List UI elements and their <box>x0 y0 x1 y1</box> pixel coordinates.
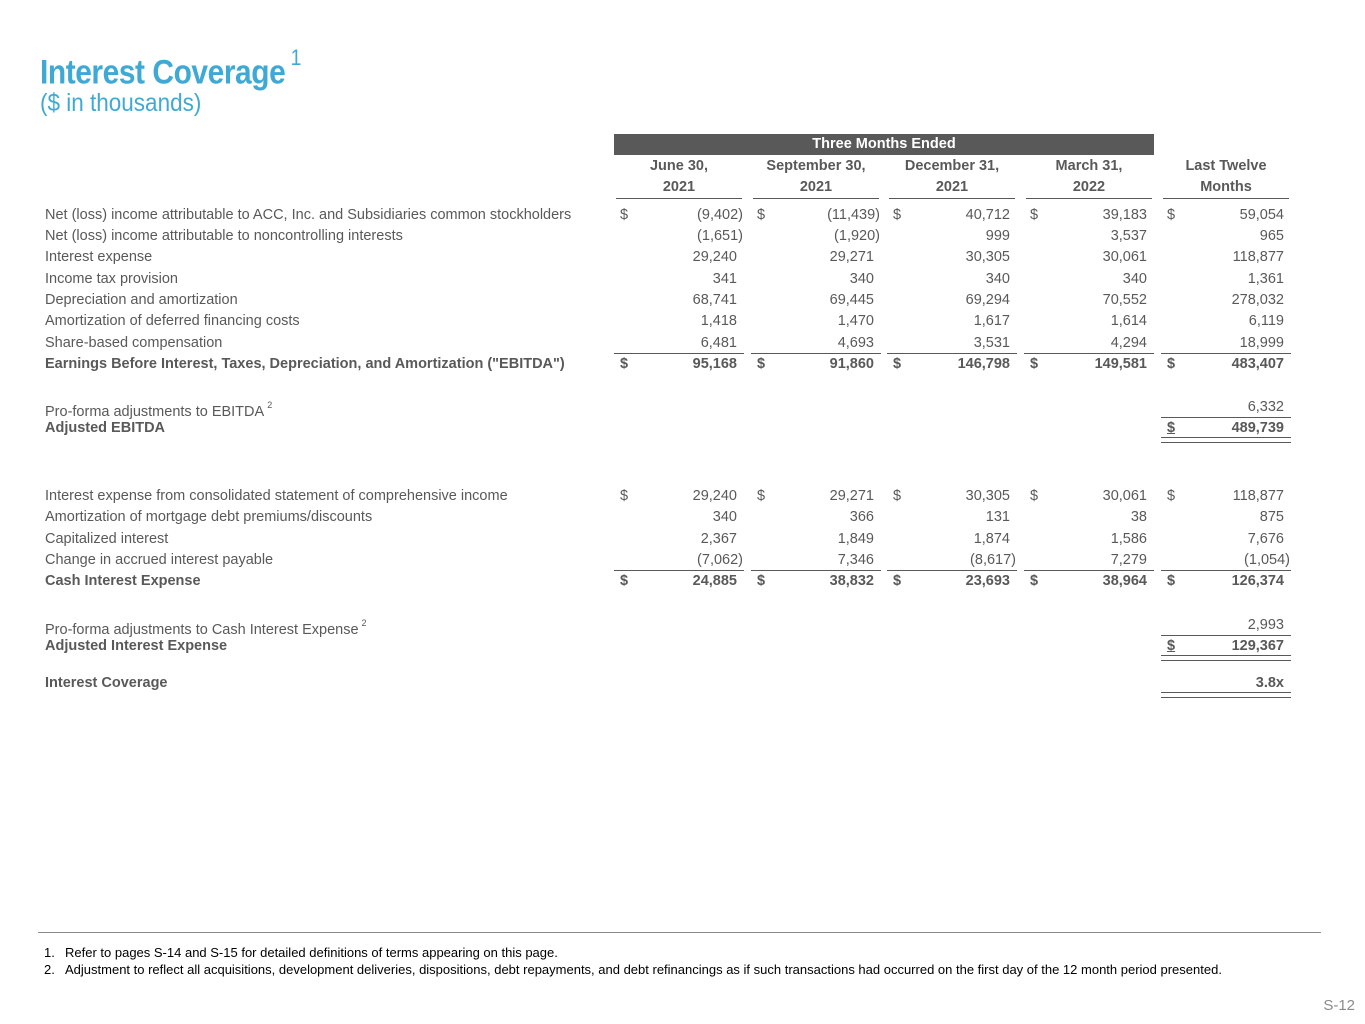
table-cell <box>1161 311 1291 332</box>
row-label: Change in accrued interest payable <box>45 552 274 568</box>
cell-value: 340 <box>985 271 1010 287</box>
table-row <box>0 205 1365 226</box>
row-label: Net (loss) income attributable to noncontrolling interests <box>45 228 403 244</box>
currency-symbol: $ <box>1030 356 1039 372</box>
row-label: Amortization of deferred financing costs <box>45 313 300 329</box>
table-cell <box>1161 550 1291 571</box>
currency-symbol: $ <box>620 356 629 372</box>
row-label: Pro-forma adjustments to Cash Interest Expense $^2$ <box>45 618 367 638</box>
title-footnote-ref: 1 <box>290 45 301 70</box>
cell-value: 340 <box>1122 271 1147 287</box>
row-label: Depreciation and amortization <box>45 292 238 308</box>
table-row <box>0 615 1365 636</box>
table-cell <box>614 311 744 332</box>
currency-symbol: $ <box>757 207 766 223</box>
currency-symbol: $ <box>620 573 629 589</box>
table-cell <box>614 247 744 268</box>
cell-value: 6,481 <box>700 335 737 351</box>
table-row <box>0 529 1365 550</box>
total-double-rule <box>1161 692 1291 698</box>
table-cell <box>751 290 881 311</box>
cell-value: 129,367 <box>1231 638 1284 654</box>
column-header-5: Last Twelve Months <box>1163 156 1289 199</box>
table-row <box>0 571 1365 592</box>
table-cell <box>1161 247 1291 268</box>
table-cell <box>1161 354 1291 375</box>
cell-value: 59,054 <box>1239 207 1284 223</box>
cell-value: 40,712 <box>965 207 1010 223</box>
cell-value: 1,617 <box>973 313 1010 329</box>
cell-value: 6,332 <box>1247 399 1284 415</box>
cell-value: 6,119 <box>1248 313 1284 329</box>
subtotal-rule <box>1161 353 1291 354</box>
table-cell <box>751 486 881 507</box>
row-label: Interest Coverage <box>45 675 168 691</box>
table-cell <box>614 205 744 226</box>
table-cell <box>887 269 1017 290</box>
cell-value: 489,739 <box>1231 420 1284 436</box>
currency-symbol: $ <box>757 356 766 372</box>
table-row <box>0 290 1365 311</box>
table-cell <box>614 290 744 311</box>
cell-value: 68,741 <box>692 292 737 308</box>
cell-value: 7,676 <box>1247 531 1284 547</box>
column-header-1: June 30, 2021 <box>616 156 742 199</box>
currency-symbol: $ <box>1167 420 1176 436</box>
row-label: Adjusted Interest Expense <box>45 638 228 654</box>
table-row <box>0 418 1365 439</box>
table-cell <box>751 354 881 375</box>
cell-value: 340 <box>849 271 874 287</box>
subtotal-rule <box>614 353 744 354</box>
currency-symbol: $ <box>1030 573 1039 589</box>
table-cell <box>887 205 1017 226</box>
table-cell <box>887 529 1017 550</box>
cell-value: 341 <box>712 271 737 287</box>
cell-value: 4,693 <box>837 335 874 351</box>
table-cell <box>1161 636 1291 657</box>
table-cell <box>751 269 881 290</box>
cell-value: 1,849 <box>837 531 874 547</box>
currency-symbol: $ <box>757 488 766 504</box>
table-cell <box>1024 354 1154 375</box>
table-cell <box>751 247 881 268</box>
table-cell <box>1024 529 1154 550</box>
table-cell <box>751 205 881 226</box>
cell-value: 1,586 <box>1110 531 1147 547</box>
currency-symbol: $ <box>1167 638 1176 654</box>
row-label: Earnings Before Interest, Taxes, Depreciation, and Amortization ("EBITDA") <box>45 356 565 372</box>
cell-value: 95,168 <box>692 356 737 372</box>
cell-value: 3,531 <box>973 335 1010 351</box>
cell-value: 1,614 <box>1110 313 1147 329</box>
cell-value: 149,581 <box>1094 356 1147 372</box>
table-cell <box>1161 418 1291 439</box>
table-cell <box>614 507 744 528</box>
cell-value: 875 <box>1259 509 1284 525</box>
table-row <box>0 247 1365 268</box>
table-row <box>0 311 1365 332</box>
cell-value: 24,885 <box>692 573 737 589</box>
cell-value: 30,305 <box>965 488 1010 504</box>
cell-value: 29,240 <box>692 249 737 265</box>
row-label: Adjusted EBITDA <box>45 420 166 436</box>
table-cell <box>614 550 744 571</box>
currency-symbol: $ <box>620 488 629 504</box>
cell-value: 30,061 <box>1102 488 1147 504</box>
row-label: Amortization of mortgage debt premiums/discounts <box>45 509 373 525</box>
row-label: Pro-forma adjustments to EBITDA $^2$ <box>45 400 273 420</box>
footnotes <box>44 944 1309 978</box>
cell-value: 38 <box>1130 509 1147 525</box>
subtotal-rule <box>1161 417 1291 418</box>
cell-value: 69,294 <box>965 292 1010 308</box>
table-cell <box>887 311 1017 332</box>
table-row <box>0 673 1365 694</box>
table-cell <box>887 226 1017 247</box>
row-label: Net (loss) income attributable to ACC, Inc. and Subsidiaries common stockholders <box>45 207 572 223</box>
currency-symbol: $ <box>893 356 902 372</box>
currency-symbol: $ <box>893 573 902 589</box>
subtotal-rule <box>1161 635 1291 636</box>
subtotal-rule <box>1024 570 1154 571</box>
table-cell <box>751 529 881 550</box>
currency-symbol: $ <box>1167 356 1176 372</box>
cell-value: 1,470 <box>837 313 874 329</box>
footnote-2: 2. Adjustment to reflect all acquisitions, development deliveries, dispositions, debt repayments, and debt refinancings as if such transactions had occurred on the first day of the 12 month period presented. <box>44 962 1222 977</box>
table-cell <box>1024 486 1154 507</box>
table-cell <box>1024 205 1154 226</box>
row-label: Capitalized interest <box>45 531 169 547</box>
table-cell <box>1161 571 1291 592</box>
subtotal-rule <box>751 570 881 571</box>
cell-value: 366 <box>849 509 874 525</box>
cell-value: 7,346 <box>837 552 874 568</box>
table-row <box>0 636 1365 657</box>
table-cell <box>614 269 744 290</box>
cell-value: 29,240 <box>692 488 737 504</box>
cell-value: (1,651) <box>697 228 743 244</box>
table-row <box>0 397 1365 418</box>
table-cell <box>1024 333 1154 354</box>
table-cell <box>1024 311 1154 332</box>
cell-value: (9,402) <box>697 207 743 223</box>
table-cell <box>887 571 1017 592</box>
table-cell <box>1024 507 1154 528</box>
table-cell <box>887 354 1017 375</box>
three-months-ended-header: Three Months Ended <box>614 134 1154 155</box>
currency-symbol: $ <box>757 573 766 589</box>
table-cell <box>1161 205 1291 226</box>
cell-value: (8,617) <box>970 552 1016 568</box>
table-cell <box>887 507 1017 528</box>
table-cell <box>614 486 744 507</box>
cell-value: 23,693 <box>965 573 1010 589</box>
table-cell <box>1024 226 1154 247</box>
table-cell <box>751 507 881 528</box>
cell-value: 1,874 <box>973 531 1010 547</box>
table-cell <box>1161 290 1291 311</box>
table-cell <box>887 550 1017 571</box>
cell-value: 118,877 <box>1232 488 1284 504</box>
table-row <box>0 507 1365 528</box>
table-row <box>0 333 1365 354</box>
cell-value: 39,183 <box>1102 207 1147 223</box>
cell-value: 38,964 <box>1102 573 1147 589</box>
table-row <box>0 226 1365 247</box>
table-cell <box>614 529 744 550</box>
cell-value: 1,361 <box>1247 271 1284 287</box>
table-cell <box>1161 486 1291 507</box>
row-label: Share-based compensation <box>45 335 223 351</box>
table-cell <box>751 226 881 247</box>
subtotal-rule <box>751 353 881 354</box>
table-row <box>0 486 1365 507</box>
cell-value: (1,054) <box>1244 552 1290 568</box>
total-double-rule <box>1161 437 1291 443</box>
row-label: Interest expense <box>45 249 153 265</box>
table-row <box>0 269 1365 290</box>
row-label: Cash Interest Expense <box>45 573 201 589</box>
cell-value: 70,552 <box>1102 292 1147 308</box>
cell-value: 4,294 <box>1110 335 1147 351</box>
cell-value: 3.8x <box>1255 675 1284 691</box>
table-cell <box>751 550 881 571</box>
table-cell <box>614 354 744 375</box>
table-cell <box>1161 529 1291 550</box>
table-cell <box>614 333 744 354</box>
total-double-rule <box>1161 655 1291 661</box>
table-cell <box>1024 571 1154 592</box>
subtotal-rule <box>887 570 1017 571</box>
cell-value: 7,279 <box>1110 552 1147 568</box>
column-header-4: March 31, 2022 <box>1026 156 1152 199</box>
table-cell <box>1161 397 1291 418</box>
currency-symbol: $ <box>1167 573 1176 589</box>
cell-value: 483,407 <box>1231 356 1284 372</box>
subtotal-rule <box>614 570 744 571</box>
cell-value: (7,062) <box>697 552 743 568</box>
cell-value: 2,367 <box>700 531 737 547</box>
currency-symbol: $ <box>1167 488 1176 504</box>
cell-value: 3,537 <box>1110 228 1147 244</box>
cell-value: 30,305 <box>965 249 1010 265</box>
column-header-3: December 31, 2021 <box>889 156 1015 199</box>
cell-value: 91,860 <box>829 356 874 372</box>
cell-value: 999 <box>985 228 1010 244</box>
table-cell <box>1161 333 1291 354</box>
page-title: Interest Coverage $^1$ <box>40 45 301 92</box>
subtotal-rule <box>1161 570 1291 571</box>
cell-value: (11,439) <box>827 207 880 223</box>
row-label: Interest expense from consolidated statement of comprehensive income <box>45 488 508 504</box>
table-cell <box>887 290 1017 311</box>
table-cell <box>751 333 881 354</box>
footnote-ref: 2 <box>361 618 367 628</box>
table-cell <box>1161 507 1291 528</box>
table-cell <box>1024 290 1154 311</box>
footnote-1: 1. Refer to pages S-14 and S-15 for detailed definitions of terms appearing on this page. <box>44 945 558 960</box>
table-cell <box>887 247 1017 268</box>
cell-value: 1,418 <box>700 313 737 329</box>
title-block <box>40 44 336 116</box>
cell-value: 29,271 <box>829 249 874 265</box>
cell-value: 69,445 <box>829 292 874 308</box>
cell-value: 30,061 <box>1102 249 1147 265</box>
table-row <box>0 550 1365 571</box>
subtotal-rule <box>887 353 1017 354</box>
currency-symbol: $ <box>1030 488 1039 504</box>
table-row <box>0 354 1365 375</box>
currency-symbol: $ <box>893 207 902 223</box>
table-cell <box>1024 247 1154 268</box>
table-cell <box>1161 673 1291 694</box>
cell-value: 118,877 <box>1232 249 1284 265</box>
column-header-2: September 30, 2021 <box>753 156 879 199</box>
cell-value: 146,798 <box>957 356 1010 372</box>
table-cell <box>751 571 881 592</box>
currency-symbol: $ <box>620 207 629 223</box>
cell-value: (1,920) <box>834 228 880 244</box>
footer-divider <box>38 932 1321 933</box>
currency-symbol: $ <box>893 488 902 504</box>
table-cell <box>887 333 1017 354</box>
subtotal-rule <box>1024 353 1154 354</box>
footnote-ref: 2 <box>267 400 273 410</box>
page-subtitle: ($ in thousands) <box>40 89 202 118</box>
table-cell <box>1161 226 1291 247</box>
cell-value: 131 <box>985 509 1010 525</box>
table-cell <box>1024 269 1154 290</box>
table-cell <box>887 486 1017 507</box>
cell-value: 38,832 <box>829 573 874 589</box>
cell-value: 278,032 <box>1231 292 1284 308</box>
table-cell <box>1161 269 1291 290</box>
cell-value: 29,271 <box>829 488 874 504</box>
table-cell <box>614 226 744 247</box>
cell-value: 965 <box>1259 228 1284 244</box>
table-cell <box>751 311 881 332</box>
cell-value: 126,374 <box>1231 573 1284 589</box>
table-cell <box>1161 615 1291 636</box>
table-cell <box>614 571 744 592</box>
page-number: S-12 <box>1323 997 1355 1014</box>
currency-symbol: $ <box>1167 207 1176 223</box>
cell-value: 18,999 <box>1239 335 1284 351</box>
currency-symbol: $ <box>1030 207 1039 223</box>
cell-value: 340 <box>712 509 737 525</box>
table-cell <box>1024 550 1154 571</box>
cell-value: 2,993 <box>1247 617 1284 633</box>
row-label: Income tax provision <box>45 271 178 287</box>
